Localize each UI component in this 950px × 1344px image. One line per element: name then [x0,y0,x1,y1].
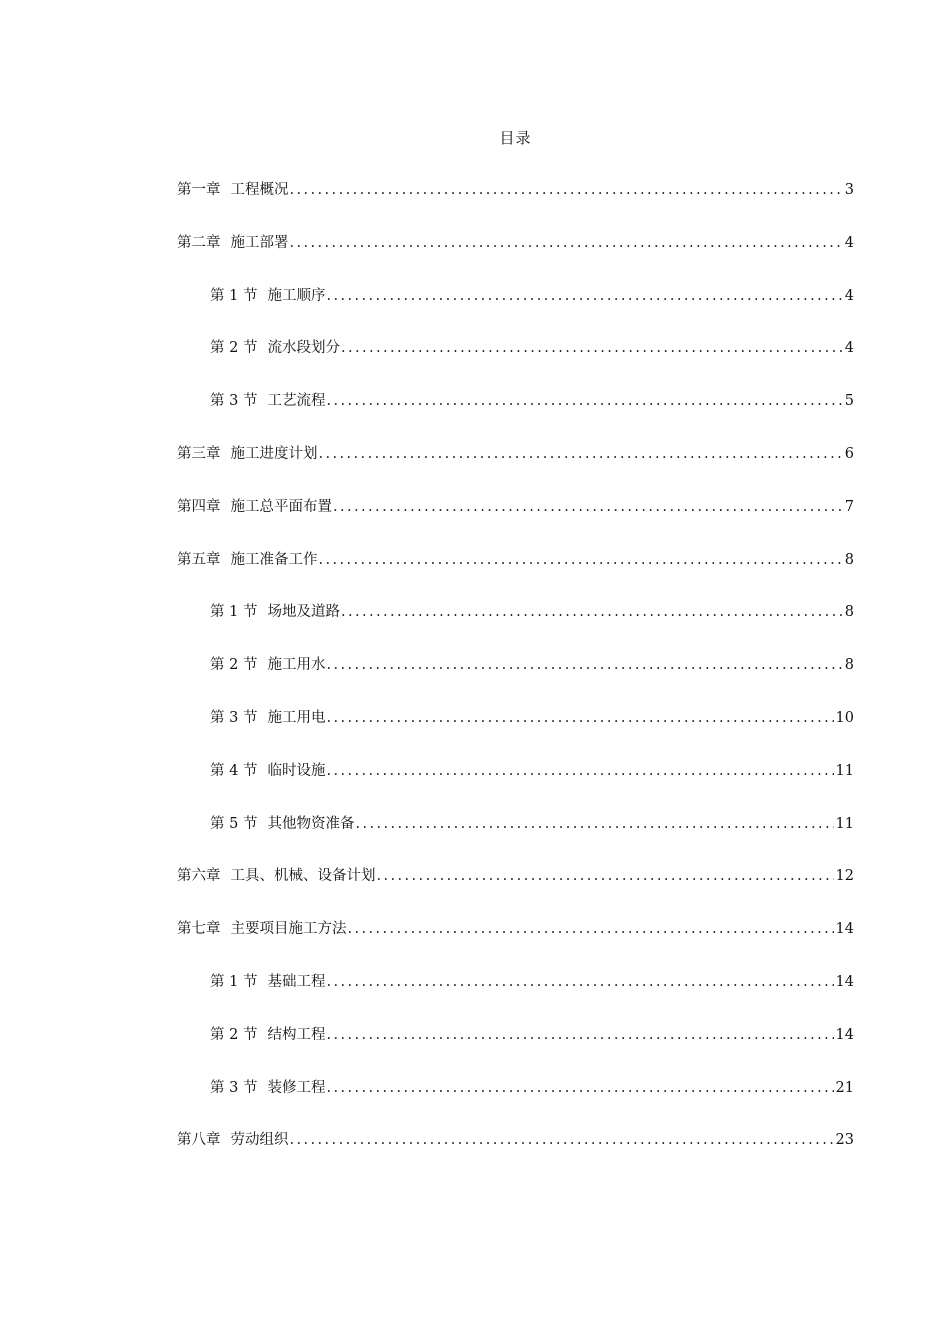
entry-page-number: 3 [844,182,854,198]
entry-page-number: 10 [835,709,854,726]
toc-entry[interactable] [177,1128,854,1181]
dot-leader [326,1080,833,1096]
entry-number: 第 4 节 [210,762,258,779]
entry-page-number: 14 [835,973,854,990]
entry-number: 第一章 [177,182,221,198]
dot-leader [319,552,843,568]
entry-label [210,336,340,357]
entry-label [177,1128,289,1149]
dot-leader [326,288,842,304]
entry-number: 第 5 节 [210,815,258,832]
toc-entry[interactable] [177,284,854,337]
entry-page-number: 11 [835,815,854,832]
entry-label [210,653,325,674]
entry-label [210,284,325,305]
entry-label [210,600,340,621]
dot-leader [326,393,842,409]
dot-leader [333,499,843,515]
entry-number: 第 3 节 [210,1079,258,1096]
dot-leader [326,710,833,726]
entry-page-number: 23 [835,1132,854,1149]
dot-leader [326,1027,833,1043]
entry-text: 场地及道路 [267,604,340,621]
entry-text: 工程概况 [230,182,289,198]
entry-label [210,1076,325,1097]
entry-text: 其他物资准备 [267,815,355,832]
entry-text: 流水段划分 [267,340,340,357]
toc-entry[interactable] [177,495,854,548]
toc-entry[interactable] [177,864,854,917]
entry-text: 装修工程 [267,1079,326,1096]
toc-entry[interactable] [177,336,854,389]
entry-label [210,389,325,410]
entry-number: 第七章 [177,921,221,938]
toc-entry[interactable] [177,1076,854,1129]
entry-page-number: 8 [844,604,854,621]
toc-entry[interactable] [177,917,854,970]
entry-label [177,495,332,516]
entry-text: 工具、机械、设备计划 [230,868,376,885]
entry-page-number: 6 [844,445,854,462]
toc-entry[interactable] [177,970,854,1023]
entry-page-number: 21 [835,1079,854,1096]
entry-page-number: 5 [844,393,854,410]
entry-text: 施工部署 [230,234,289,251]
entry-number: 第五章 [177,551,221,568]
entry-number: 第 2 节 [210,657,258,674]
entry-text: 施工用电 [267,709,326,726]
entry-number: 第二章 [177,234,221,251]
entry-page-number: 8 [844,657,854,674]
entry-text: 劳动组织 [230,1132,289,1149]
toc-entry[interactable] [177,759,854,812]
toc-entry[interactable] [177,442,854,495]
entry-page-number: 4 [844,234,854,251]
toc-entry[interactable] [177,653,854,706]
entry-text: 工艺流程 [267,393,326,410]
entry-text: 施工准备工作 [230,551,318,568]
entry-label [210,970,325,991]
entry-text: 主要项目施工方法 [230,921,347,938]
entry-page-number: 11 [835,762,854,779]
dot-leader [348,921,834,937]
entry-label [210,706,325,727]
dot-leader [326,763,833,779]
toc-entry[interactable] [177,231,854,284]
entry-text: 施工顺序 [267,287,326,304]
toc-title: 目录 [499,129,532,147]
entry-page-number: 4 [844,340,854,357]
dot-leader [290,182,843,198]
dot-leader [377,868,834,884]
entry-page-number: 14 [835,1026,854,1043]
entry-number: 第六章 [177,868,221,885]
entry-page-number: 7 [844,498,854,515]
entry-label [210,1023,325,1044]
entry-label [177,864,376,885]
toc-list [177,178,854,1181]
entry-label [177,548,318,569]
entry-number: 第 1 节 [210,604,258,621]
dot-leader [319,446,843,462]
dot-leader [326,657,842,673]
entry-number: 第 1 节 [210,973,258,990]
toc-entry[interactable] [177,706,854,759]
entry-text: 临时设施 [267,762,326,779]
entry-number: 第三章 [177,445,221,462]
entry-number: 第四章 [177,498,221,515]
entry-label [210,759,325,780]
dot-leader [290,235,843,251]
toc-entry[interactable] [177,1023,854,1076]
dot-leader [341,604,843,620]
toc-entry[interactable] [177,812,854,865]
toc-entry[interactable] [177,178,854,231]
entry-page-number: 8 [844,551,854,568]
entry-text: 施工进度计划 [230,445,318,462]
entry-text: 结构工程 [267,1026,326,1043]
entry-number: 第 2 节 [210,1026,258,1043]
entry-text: 基础工程 [267,973,326,990]
entry-number: 第 1 节 [210,287,258,304]
dot-leader [290,1132,834,1148]
entry-label [177,917,347,938]
entry-label [210,812,354,833]
entry-text: 施工用水 [267,657,326,674]
toc-entry[interactable] [177,548,854,601]
entry-label [177,231,289,252]
entry-number: 第 2 节 [210,340,258,357]
toc-entry[interactable] [177,389,854,442]
entry-text: 施工总平面布置 [230,498,332,515]
entry-page-number: 12 [835,868,854,885]
entry-number: 第 3 节 [210,393,258,410]
entry-page-number: 4 [844,287,854,304]
toc-entry[interactable] [177,600,854,653]
dot-leader [341,340,843,356]
dot-leader [326,974,833,990]
entry-label [177,442,318,463]
entry-number: 第 3 节 [210,709,258,726]
entry-number: 第八章 [177,1132,221,1149]
entry-label [177,178,289,199]
entry-page-number: 14 [835,921,854,938]
dot-leader [355,816,833,832]
